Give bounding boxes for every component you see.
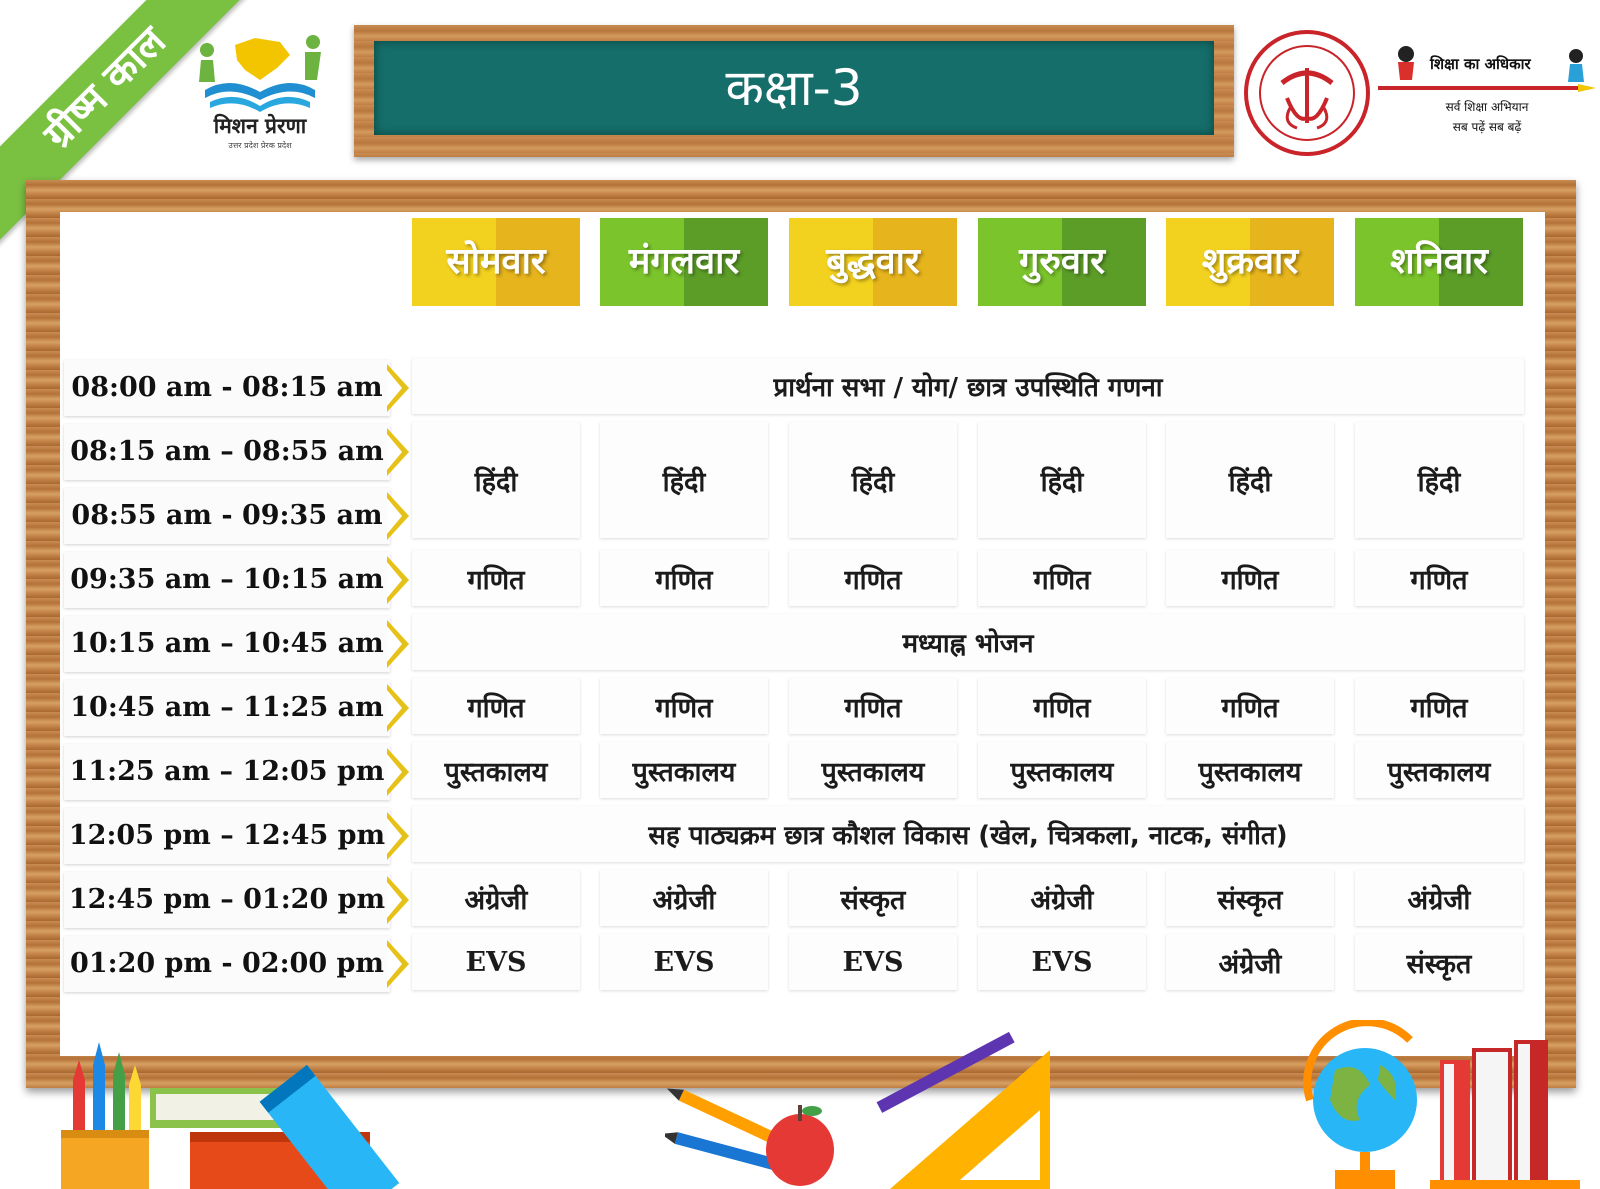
time-slot: 08:15 am – 08:55 am xyxy=(64,424,390,480)
mission-prerna-logo-icon xyxy=(185,20,335,115)
day-header-friday: शुक्रवार xyxy=(1166,218,1334,306)
rte-logo xyxy=(1378,40,1596,140)
subject-cell: गणित xyxy=(1166,550,1334,606)
time-slot: 11:25 am – 12:05 pm xyxy=(64,744,390,800)
subject-cell: पुस्तकालय xyxy=(1355,742,1523,798)
subject-cell: EVS xyxy=(412,934,580,990)
subject-cell: अंग्रेजी xyxy=(978,870,1146,926)
pencil-cup-icon xyxy=(55,1030,155,1189)
subject-cell: अंग्रेजी xyxy=(1166,934,1334,990)
books-stack-icon xyxy=(150,1040,430,1189)
time-slot: 08:00 am - 08:15 am xyxy=(64,360,390,416)
time-slot: 10:45 am – 11:25 am xyxy=(64,680,390,736)
subject-cell: पुस्तकालय xyxy=(978,742,1146,798)
rte-line-2: सब पढ़ें सब बढ़ें xyxy=(1452,120,1522,134)
rte-line-1: सर्व शिक्षा अभियान xyxy=(1445,100,1529,114)
subject-cell: हिंदी xyxy=(789,422,957,538)
subject-cell: EVS xyxy=(789,934,957,990)
time-slot: 12:05 pm – 12:45 pm xyxy=(64,808,390,864)
time-slot: 10:15 am – 10:45 am xyxy=(64,616,390,672)
subject-cell: संस्कृत xyxy=(789,870,957,926)
subject-cell: EVS xyxy=(978,934,1146,990)
time-slot: 12:45 pm – 01:20 pm xyxy=(64,872,390,928)
globe-icon xyxy=(1290,1020,1440,1189)
day-header-monday: सोमवार xyxy=(412,218,580,306)
cocurricular-row: सह पाठ्यक्रम छात्र कौशल विकास (खेल, चित्रकला, नाटक, संगीत) xyxy=(412,806,1524,862)
subject-cell: हिंदी xyxy=(600,422,768,538)
subject-cell: गणित xyxy=(1355,550,1523,606)
day-header-wednesday: बुद्धवार xyxy=(789,218,957,306)
subject-cell: हिंदी xyxy=(978,422,1146,538)
subject-cell: गणित xyxy=(978,550,1146,606)
day-header-saturday: शनिवार xyxy=(1355,218,1523,306)
mission-prerna-logo xyxy=(185,20,335,155)
chevron-right-icon xyxy=(387,620,409,668)
rte-title: शिक्षा का अधिकार xyxy=(1430,55,1531,73)
subject-cell: गणित xyxy=(1355,678,1523,734)
chevron-right-icon xyxy=(387,428,409,476)
subject-cell: पुस्तकालय xyxy=(1166,742,1334,798)
subject-cell: पुस्तकालय xyxy=(412,742,580,798)
chevron-right-icon xyxy=(387,940,409,988)
subject-cell: गणित xyxy=(978,678,1146,734)
subject-cell: गणित xyxy=(789,550,957,606)
chevron-right-icon xyxy=(387,876,409,924)
subject-cell: हिंदी xyxy=(412,422,580,538)
season-ribbon: ग्रीष्म काल xyxy=(0,0,270,253)
page-title: कक्षा-3 xyxy=(374,41,1214,135)
subject-cell: हिंदी xyxy=(1166,422,1334,538)
up-govt-seal-icon xyxy=(1242,28,1372,158)
subject-cell: गणित xyxy=(1166,678,1334,734)
subject-cell: गणित xyxy=(600,678,768,734)
subject-cell: गणित xyxy=(600,550,768,606)
chevron-right-icon xyxy=(387,748,409,796)
chevron-right-icon xyxy=(387,556,409,604)
chevron-right-icon xyxy=(387,364,409,412)
subject-cell: पुस्तकालय xyxy=(600,742,768,798)
book-shelf-icon xyxy=(1430,1030,1600,1189)
chevron-right-icon xyxy=(387,492,409,540)
subject-cell: अंग्रेजी xyxy=(600,870,768,926)
apple-icon xyxy=(760,1095,840,1189)
day-header-tuesday: मंगलवार xyxy=(600,218,768,306)
header-board xyxy=(354,25,1234,157)
subject-cell: अंग्रेजी xyxy=(412,870,580,926)
subject-cell: हिंदी xyxy=(1355,422,1523,538)
time-slot: 09:35 am – 10:15 am xyxy=(64,552,390,608)
subject-cell: EVS xyxy=(600,934,768,990)
subject-cell: संस्कृत xyxy=(1166,870,1334,926)
time-slot: 08:55 am - 09:35 am xyxy=(64,488,390,544)
lunch-row: मध्याह्न भोजन xyxy=(412,614,1524,670)
logo-left-name: मिशन प्रेरणा xyxy=(213,114,307,138)
set-square-icon xyxy=(850,1030,1060,1189)
chevron-right-icon xyxy=(387,812,409,860)
day-header-thursday: गुरुवार xyxy=(978,218,1146,306)
subject-cell: अंग्रेजी xyxy=(1355,870,1523,926)
logo-left-subtitle: उत्तर प्रदेश प्रेरक प्रदेश xyxy=(228,141,292,150)
subject-cell: गणित xyxy=(789,678,957,734)
subject-cell: गणित xyxy=(412,678,580,734)
chevron-right-icon xyxy=(387,684,409,732)
assembly-row: प्रार्थना सभा / योग/ छात्र उपस्थिति गणना xyxy=(412,358,1524,414)
subject-cell: पुस्तकालय xyxy=(789,742,957,798)
subject-cell: गणित xyxy=(412,550,580,606)
subject-cell: संस्कृत xyxy=(1355,934,1523,990)
time-slot: 01:20 pm - 02:00 pm xyxy=(64,936,390,992)
